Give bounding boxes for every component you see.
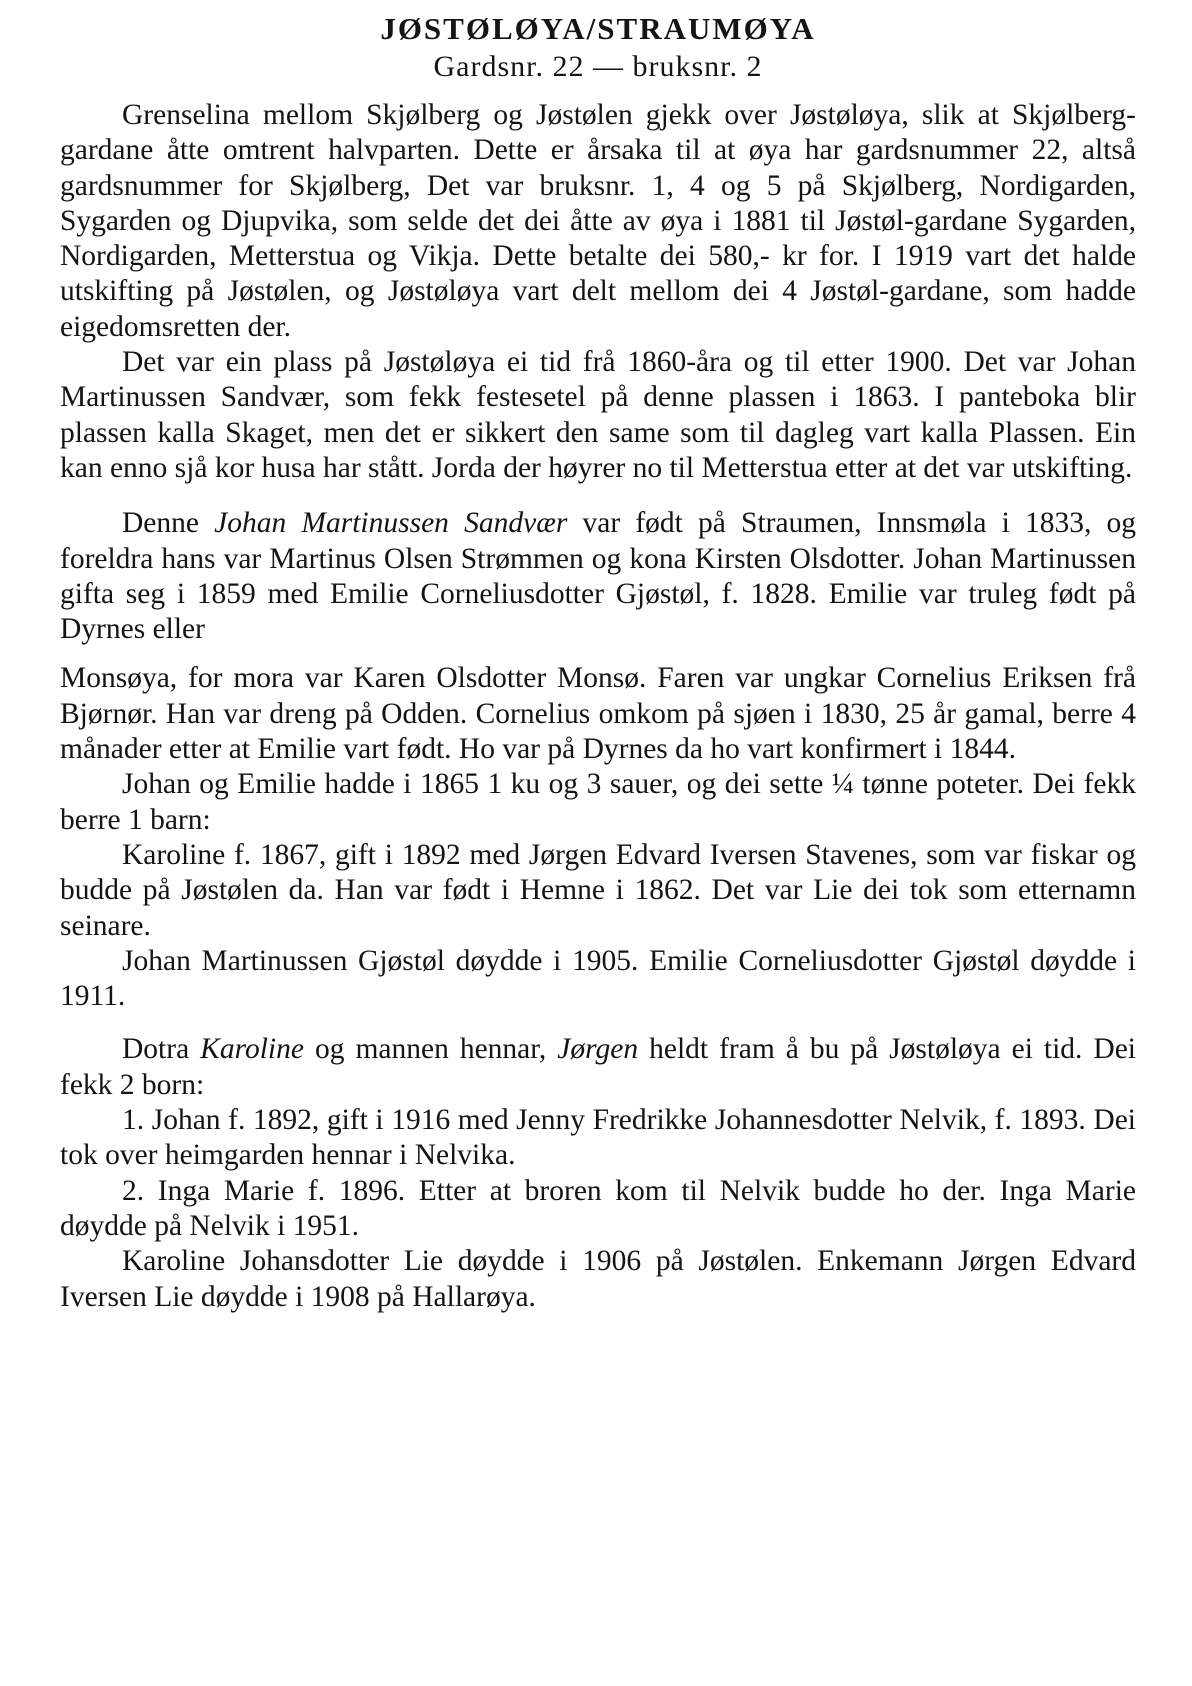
page-title: JØSTØLØYA/STRAUMØYA bbox=[380, 11, 816, 46]
paragraph-karoline: Karoline f. 1867, gift i 1892 med Jørgen Edvard Iversen Stavenes, som var fiskar og budde på Jøstølen da. Han var født i Hemne i 1862. Det var Lie dei tok som etternamn seinare. bbox=[60, 838, 1136, 942]
paragraph-emilie-origin: Monsøya, for mora var Karen Olsdotter Monsø. Faren var ungkar Cornelius Eriksen frå Bjørnør. Han var dreng på Odden. Cornelius omkom på sjøen i 1830, 25 år gamal, berre 4 månader etter at Emilie vart født. Ho var på Dyrnes da ho vart konfirmert i 1844. bbox=[60, 662, 1136, 766]
text-run: Dotra bbox=[122, 1033, 201, 1066]
paragraph-croft: Det var ein plass på Jøstøløya ei tid frå 1860-åra og til etter 1900. Det var Johan Martinussen Sandvær, som fekk festesetel på denne plassen i 1863. I panteboka blir plassen kalla Skaget, men det er sikkert den same som til dagleg vart kalla Plassen. Ein kan enno sjå kor husa har stått. Jorda der høyrer no til Metterstua etter at det var utskifting. bbox=[60, 346, 1136, 484]
text-run: Denne bbox=[122, 507, 215, 540]
paragraph-livestock: Johan og Emilie hadde i 1865 1 ku og 3 sauer, og dei sette ¼ tønne poteter. Dei fekk berre 1 barn: bbox=[60, 768, 1136, 836]
text-run: og mannen hennar, bbox=[303, 1033, 558, 1066]
paragraph-johan bbox=[60, 506, 1136, 647]
paragraph-final: Karoline Johansdotter Lie døydde i 1906 på Jøstølen. Enkemann Jørgen Edvard Iversen Lie døydde i 1908 på Hallarøya. bbox=[60, 1245, 1136, 1313]
text-run: var født på Straumen, Innsmøla i 1833, og foreldra hans var Martinus Olsen Strømmen og kona Kirsten Olsdotter. Johan Martinussen gifta seg i 1859 med Emilie Corneliusdotter Gjøstøl, f. 1828. Emilie var truleg født på Dyrnes eller bbox=[60, 507, 1137, 646]
paragraph-boundary: Grenselina mellom Skjølberg og Jøstølen gjekk over Jøstøløya, slik at Skjølberg-gardane åtte omtrent halvparten. Dette er årsaka til at øya har gardsnummer 22, altså gardsnummer for Skjølberg, Det var bruksnr. 1, 4 og 5 på Skjølberg, Nordigarden, Sygarden og Djupvika, som selde det dei åtte av øya i 1881 til Jøstøl-gardane Sygarden, Nordigarden, Metterstua og Vikja. Dette betalte dei 580,- kr for. I 1919 vart det halde utskifting på Jøstølen, og Jøstøløya vart delt mellom dei 4 Jøstøl-gardane, som hadde eigedomsretten der. bbox=[60, 99, 1136, 343]
italic-name: Johan Martinussen Sandvær bbox=[214, 507, 568, 540]
paragraph-deaths: Johan Martinussen Gjøstøl døydde i 1905. Emilie Corneliusdotter Gjøstøl døydde i 1911. bbox=[60, 944, 1136, 1013]
italic-name: Jørgen bbox=[557, 1033, 639, 1066]
paragraph-daughter bbox=[60, 1032, 1136, 1103]
page-subtitle: Gardsnr. 22 — bruksnr. 2 bbox=[433, 50, 763, 83]
list-item-child-2: 2. Inga Marie f. 1896. Etter at broren kom til Nelvik budde ho der. Inga Marie døydde på Nelvik i 1951. bbox=[60, 1174, 1136, 1242]
text-run: heldt fram å bu på Jøstøløya ei tid. Dei fekk 2 born: bbox=[60, 1033, 1137, 1101]
italic-name: Karoline bbox=[200, 1033, 304, 1066]
list-item-child-1: 1. Johan f. 1892, gift i 1916 med Jenny Fredrikke Johannesdotter Nelvik, f. 1893. Dei tok over heimgarden hennar i Nelvika. bbox=[60, 1104, 1136, 1172]
